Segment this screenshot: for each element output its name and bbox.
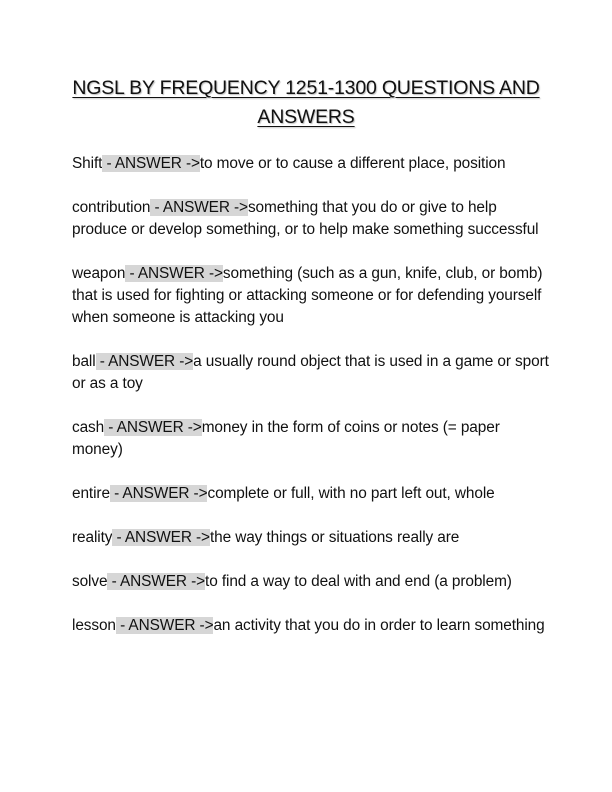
qa-list [72,153,552,659]
answer-separator: - ANSWER -> [150,199,248,216]
qa-definition: money in the form of coins or notes (= paper money) [72,419,500,458]
qa-definition: to find a way to deal with and end (a problem) [205,573,512,590]
answer-separator: - ANSWER -> [107,573,206,590]
qa-term: weapon [72,265,126,282]
answer-separator: - ANSWER -> [112,529,210,546]
qa-definition: the way things or situations really are [209,529,460,546]
qa-definition: something (such as a gun, knife, club, or bomb) that is used for fighting or attacking someone or for defending yourself when someone is attacking you [72,265,543,326]
qa-term: solve [72,573,108,590]
qa-term: reality [72,529,113,546]
qa-item [72,153,552,175]
qa-item [72,615,552,637]
qa-term: lesson [72,617,116,634]
qa-definition: an activity that you do in order to learn something [213,617,545,634]
qa-term: Shift [72,155,103,172]
qa-item [72,351,552,395]
answer-separator: - ANSWER -> [125,265,223,282]
qa-item [72,527,552,549]
answer-separator: - ANSWER -> [95,353,194,370]
answer-separator: - ANSWER -> [115,617,214,634]
answer-separator: - ANSWER -> [102,155,200,172]
answer-separator: - ANSWER -> [109,485,208,502]
qa-item [72,483,552,505]
qa-item [72,197,552,241]
qa-definition: complete or full, with no part left out, whole [207,485,495,502]
qa-term: cash [72,419,105,436]
qa-term: contribution [72,199,151,216]
qa-term: entire [72,485,110,502]
qa-term: ball [72,353,96,370]
qa-definition: something that you do or give to help produce or develop something, or to help make something successful [72,199,539,238]
qa-definition: to move or to cause a different place, position [199,155,506,172]
answer-separator: - ANSWER -> [104,419,202,436]
qa-definition: a usually round object that is used in a game or sport or as a toy [72,353,549,392]
document-title: NGSL BY FREQUENCY 1251-1300 QUESTIONS AND ANSWERS [72,77,540,128]
qa-item [72,263,552,329]
qa-item [72,571,552,593]
qa-item [72,417,552,461]
